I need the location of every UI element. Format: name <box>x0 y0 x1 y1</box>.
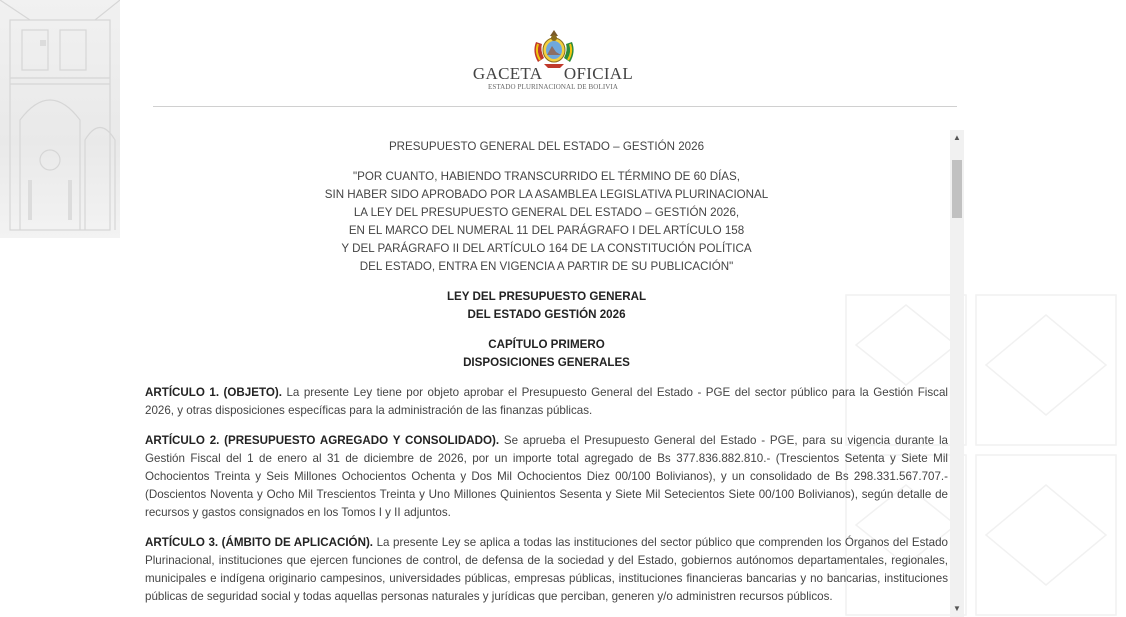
decree-line: EN EL MARCO DEL NUMERAL 11 DEL PARÁGRAFO I DEL ARTÍCULO 158 <box>348 224 745 237</box>
document-content <box>140 130 950 606</box>
decree-line: Y DEL PARÁGRAFO II DEL ARTÍCULO 164 DE LA CONSTITUCIÓN POLÍTICA <box>341 242 752 255</box>
document-scrollbar[interactable] <box>950 130 964 617</box>
gaceta-subtitle: ESTADO PLURINACIONAL DE BOLIVIA <box>487 83 619 91</box>
arrow-down-icon[interactable]: ▼ <box>953 604 961 613</box>
chapter-title-line: CAPÍTULO PRIMERO <box>488 338 605 351</box>
decree-line: "POR CUANTO, HABIENDO TRANSCURRIDO EL TÉRMINO DE 60 DÍAS, <box>353 170 740 183</box>
decree-line: SIN HABER SIDO APROBADO POR LA ASAMBLEA LEGISLATIVA PLURINACIONAL <box>324 188 769 201</box>
decree-line: DEL ESTADO, ENTRA EN VIGENCIA A PARTIR DE SU PUBLICACIÓN" <box>359 260 734 273</box>
article-1 <box>145 384 948 420</box>
scrollbar-thumb[interactable] <box>952 160 962 218</box>
article-3 <box>145 534 948 606</box>
arrow-up-icon[interactable]: ▲ <box>953 133 961 142</box>
article-text: La presente Ley tiene por objeto aprobar el Presupuesto General del Estado - PGE del sector público para la Gestión Fiscal 2026, y otras disposiciones específicas para la administración de las finanzas públicas. <box>145 386 948 417</box>
article-label: ARTÍCULO 3. (ÁMBITO DE APLICACIÓN). <box>145 536 374 549</box>
article-text: La presente Ley se aplica a todas las instituciones del sector público que comprenden los Órganos del Estado Plurinacional, instituciones que ejercen funciones de control, de defensa de la sociedad y del Estado, gobiernos autónomos departamentales, regionales, municipales e indígena originario campesinos, universidades públicas, empresas públicas, instituciones financieras bancarias y no bancarias, instituciones públicas de seguridad social y todas aquellas personas naturales y jurídicas que perciban, generen y/o administren recursos públicos. <box>145 536 948 603</box>
article-2 <box>145 432 948 522</box>
header-divider <box>153 106 957 107</box>
gaceta-header <box>0 0 1126 108</box>
article-label: ARTÍCULO 1. (OBJETO). <box>145 386 282 399</box>
document-viewer[interactable] <box>140 130 950 617</box>
document-heading: PRESUPUESTO GENERAL DEL ESTADO – GESTIÓN 2026 <box>388 140 705 153</box>
decree-paragraph <box>145 168 948 276</box>
law-title-line: LEY DEL PRESUPUESTO GENERAL <box>446 290 647 303</box>
law-title-line: DEL ESTADO GESTIÓN 2026 <box>467 308 626 321</box>
chapter-title-line: DISPOSICIONES GENERALES <box>463 356 630 369</box>
law-title <box>145 288 948 324</box>
chapter-title <box>145 336 948 372</box>
decree-line: LA LEY DEL PRESUPUESTO GENERAL DEL ESTADO – GESTIÓN 2026, <box>353 206 740 219</box>
article-label: ARTÍCULO 2. (PRESUPUESTO AGREGADO Y CONSOLIDADO). <box>145 434 500 447</box>
article-text: Se aprueba el Presupuesto General del Estado - PGE, para su vigencia durante la Gestión Fiscal del 1 de enero al 31 de diciembre de 2026, por un importe total agregado de Bs 377.836.882.810.- (Trescientos Setenta y Siete Mil Ochocientos Treinta y Seis Millones Ochocientos Ochenta y Dos Mil Ochocientos Diez 00/100 Bolivianos), y un consolidado de Bs 298.331.567.707.- (Doscientos Noventa y Ocho Mil Trescientos Treinta y Uno Millones Quinientos Sesenta y Siete Mil Setecientos Siete 00/100 Bolivianos), según detalle de recursos y gastos consignados en los Tomos I y II adjuntos. <box>145 434 949 519</box>
gaceta-title: GACETA OFICIAL <box>472 64 634 83</box>
